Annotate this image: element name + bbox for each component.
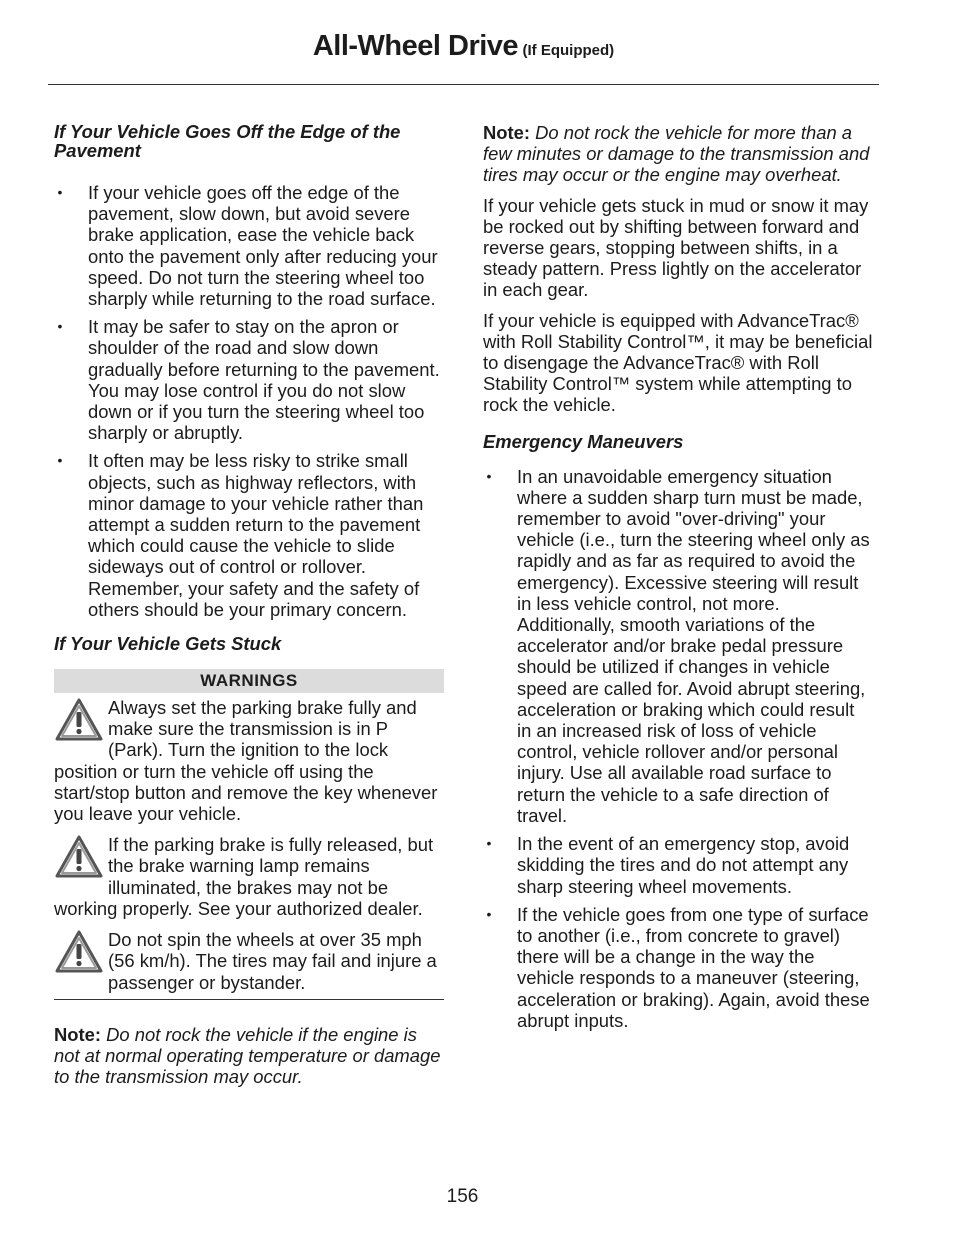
note-label: Note: (483, 122, 530, 143)
list-item (54, 182, 444, 309)
header-rule (48, 84, 879, 85)
warning-text: If the parking brake is fully released, but the brake warning lamp remains illuminated, the brakes may not be working properly. See your authorized dealer. (54, 834, 434, 919)
list-item (483, 833, 873, 897)
bullet-icon: • (57, 184, 63, 200)
list-item (483, 904, 873, 1031)
note-text: Do not rock the vehicle if the engine is not at normal operating temperature or damage to the transmission may occur. (54, 1023, 441, 1088)
bullet-icon: • (486, 467, 492, 484)
page-header (48, 30, 879, 63)
warnings-header: WARNINGS (54, 669, 444, 693)
note-text: Do not rock the vehicle for more than a few minutes or damage to the transmission and tires may occur or the engine may overheat. (483, 122, 870, 186)
bullet-icon: • (486, 835, 492, 852)
emergency-bullet-list (483, 466, 873, 1031)
warning-item (54, 834, 444, 919)
page-number: 156 (446, 1186, 479, 1207)
note (483, 122, 873, 186)
stuck-heading: If Your Vehicle Gets Stuck (54, 633, 282, 655)
page-subtitle: (If Equipped) (522, 42, 615, 59)
emergency-heading: Emergency Maneuvers (483, 430, 684, 452)
warning-item (54, 697, 444, 824)
bullet-text: It may be safer to stay on the apron or shoulder of the road and slow down gradually before returning to the pavement. You may lose control if you do not slow down or if you turn the steering wheel too sharply or abruptly. (88, 316, 440, 444)
bullet-text: In an unavoidable emergency situation where a sudden sharp turn must be made, remember to avoid "over-driving" your vehicle (i.e., turn the steering wheel only as rapidly and as far as required to avoid the emergency). Excessive steering will result in less vehicle control, not more. Additionally, smooth variations of the accelerator and/or brake pedal pressure should be utilized if changes in vehicle speed are called for. Avoid abrupt steering, acceleration or braking which could result in an increased risk of loss of vehicle control, vehicle rollover and/or personal injury. Use all available road surface to return the vehicle to a safe direction of travel. (517, 465, 870, 826)
advancetrac-paragraph: If your vehicle is equipped with AdvanceTrac® with Roll Stability Control™, it may be beneficial to disengage the AdvanceTrac® with Roll Stability Control™ system while attempting to rock the vehicle. (483, 309, 873, 416)
note (54, 1024, 444, 1088)
warnings-end-rule (54, 999, 444, 1000)
bullet-icon: • (486, 905, 492, 922)
right-column (483, 122, 873, 1038)
note-label: Note: (54, 1023, 101, 1045)
bullet-text: If your vehicle goes off the edge of the pavement, slow down, but avoid severe brake application, ease the vehicle back onto the pavement only after reducing your speed. Do not turn the steering wheel too sharply while returning to the road surface. (88, 182, 438, 310)
bullet-text: If the vehicle goes from one type of surface to another (i.e., from concrete to gravel) there will be a change in the way the vehicle responds to a maneuver (steering, acceleration or braking). Again, avoid these abrupt inputs. (517, 903, 870, 1031)
list-item (54, 450, 444, 620)
warning-triangle-icon (54, 929, 104, 975)
stuck-paragraph: If your vehicle gets stuck in mud or snow it may be rocked out by shifting between forward and reverse gears, stopping between shifts, in a steady pattern. Press lightly on the accelerator in each gear. (483, 194, 869, 301)
warning-triangle-icon (54, 697, 104, 743)
bullet-text: It often may be less risky to strike small objects, such as highway reflectors, with minor damage to your vehicle rather than attempt a sudden return to the pavement which could cause the vehicle to slide sideways out of control or rollover. Remember, your safety and the safety of others should be your primary concern. (88, 450, 424, 620)
page-title: All-Wheel Drive (312, 30, 519, 62)
bullet-icon: • (57, 452, 63, 469)
list-item (483, 466, 873, 826)
edge-bullet-list (54, 182, 444, 620)
bullet-icon: • (57, 318, 63, 335)
list-item (54, 316, 444, 443)
warning-text: Always set the parking brake fully and make sure the transmission is in P (Park). Turn the ignition to the lock position or turn the vehicle off using the start/stop button and remove the key whenever you leave your vehicle. (54, 697, 438, 825)
bullet-text: In the event of an emergency stop, avoid skidding the tires and do not attempt any sharp steering wheel movements. (517, 833, 850, 897)
left-column (54, 122, 444, 1096)
edge-heading: If Your Vehicle Goes Off the Edge of the Pavement (54, 121, 401, 161)
warning-text: Do not spin the wheels at over 35 mph (56 km/h). The tires may fail and injure a passenger or bystander. (108, 929, 437, 993)
warning-item (54, 929, 444, 993)
warning-triangle-icon (54, 834, 104, 880)
